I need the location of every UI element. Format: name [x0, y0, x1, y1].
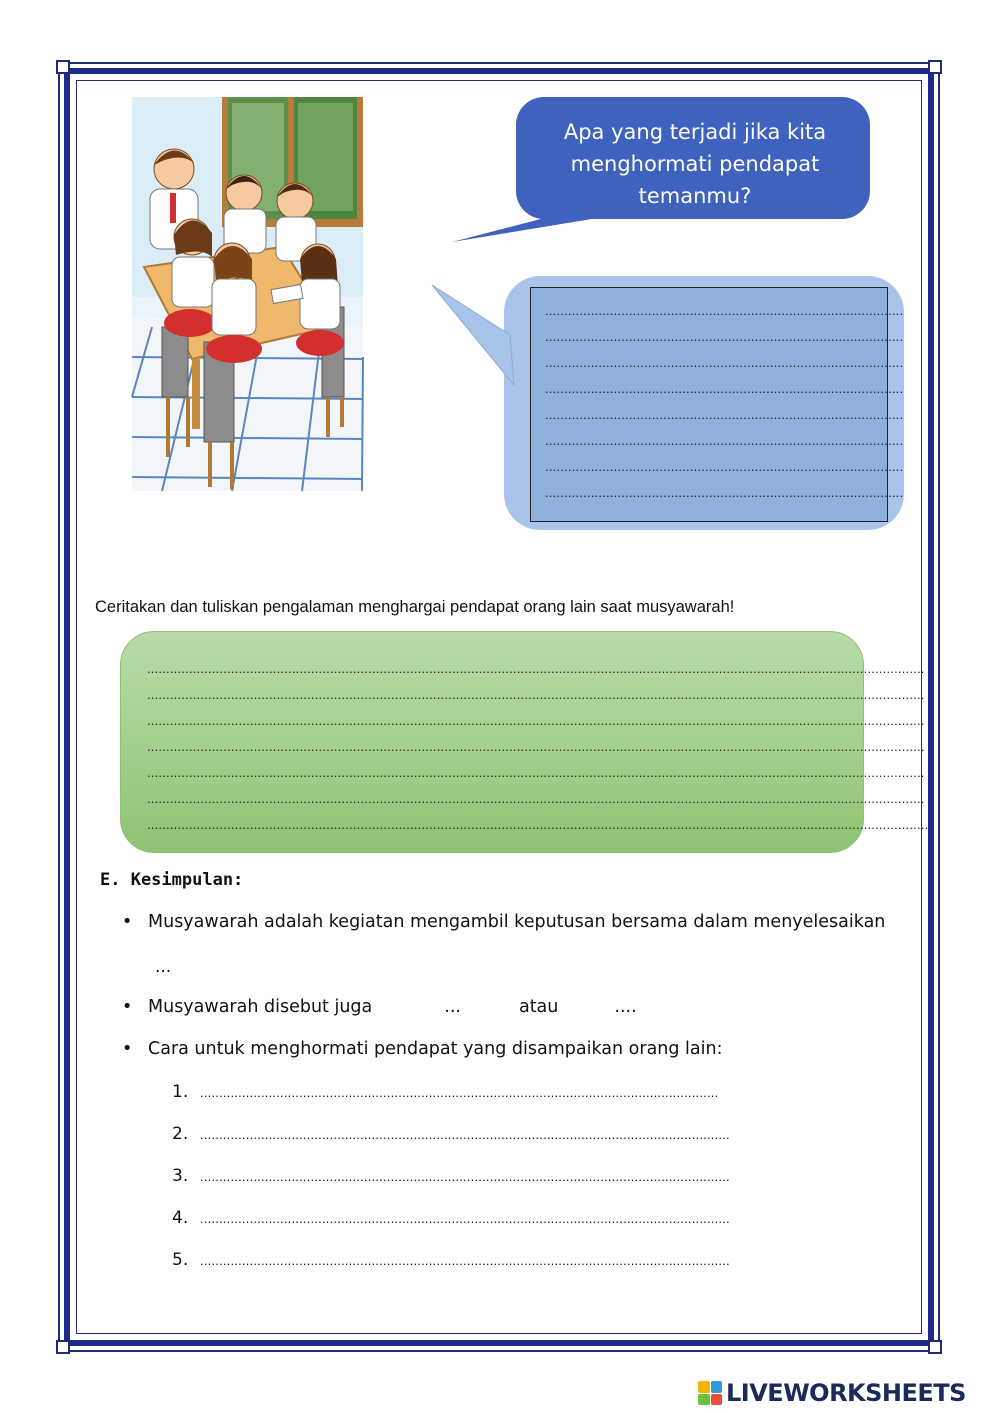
bullet-icon: • — [122, 1039, 133, 1059]
answer-line: .............................................................................................. — [545, 485, 904, 500]
numbered-answer-line[interactable] — [172, 1124, 730, 1144]
writing-line: ............................................................................................................................................................................................................ — [147, 765, 925, 780]
answer-line: .............................................................................................. — [545, 433, 904, 448]
border-corner — [928, 60, 942, 74]
blank-answer[interactable]: ... — [155, 957, 172, 977]
bullet-text: Cara untuk menghormati pendapat yang disampaikan orang lain: — [148, 1039, 723, 1059]
experience-writing-box[interactable] — [120, 631, 929, 853]
answer-line: .............................................................................................. — [545, 329, 904, 344]
bullet-text: Musyawarah adalah kegiatan mengambil keputusan bersama dalam menyelesaikan — [148, 912, 886, 932]
numbered-answer-line[interactable] — [172, 1250, 730, 1270]
border-corner — [928, 1340, 942, 1354]
bullet-item-other-names — [122, 997, 637, 1017]
bullet-icon: • — [122, 912, 133, 932]
question-line: menghormati pendapat — [570, 152, 820, 176]
writing-line: ............................................................................................................................................................................................................ — [147, 687, 925, 702]
question-line: temanmu? — [638, 184, 752, 208]
answer-line: .............................................................................................. — [545, 355, 904, 370]
writing-line: ............................................................................................................................................................................................................ — [147, 791, 925, 806]
question-text — [520, 116, 870, 212]
answer-dots: ........................................................................................................................................ — [200, 1085, 719, 1100]
item-number: 2. — [172, 1124, 189, 1144]
blank-answer[interactable]: ... — [444, 997, 461, 1017]
answer-dots: ........................................................................................................................................... — [200, 1253, 730, 1268]
answer-dots: ........................................................................................................................................... — [200, 1169, 730, 1184]
instruction-text: Ceritakan dan tuliskan pengalaman menghargai pendapat orang lain saat musyawarah! — [95, 598, 735, 616]
answer-dots: ........................................................................................................................................... — [200, 1127, 730, 1142]
writing-line: ............................................................................................................................................................................................................ — [147, 739, 925, 754]
answer-line: .............................................................................................. — [545, 459, 904, 474]
answer-line: .............................................................................................. — [545, 303, 904, 318]
writing-line: ............................................................................................................................................................................................................ — [147, 713, 925, 728]
border-corner — [56, 1340, 70, 1354]
item-number: 1. — [172, 1082, 189, 1102]
border-corner — [56, 60, 70, 74]
answer-writing-box[interactable] — [530, 287, 904, 522]
answer-line: .............................................................................................. — [545, 407, 904, 422]
bullet-text: atau — [518, 997, 559, 1017]
bullet-icon: • — [122, 997, 133, 1017]
writing-line: ............................................................................................................................................................................................................ — [147, 661, 925, 676]
bullet-item-respect-ways — [122, 1039, 723, 1059]
brand-name: LIVEWORKSHEETS — [726, 1379, 966, 1407]
liveworksheets-brand[interactable] — [698, 1378, 966, 1408]
bullet-item-definition — [122, 912, 885, 932]
numbered-answer-line[interactable] — [172, 1082, 718, 1102]
bullet-text: Musyawarah disebut juga — [148, 997, 373, 1017]
item-number: 4. — [172, 1208, 189, 1228]
answer-dots: ........................................................................................................................................... — [200, 1211, 730, 1226]
writing-line: ............................................................................................................................................................................................................. — [147, 817, 929, 832]
question-line: Apa yang terjadi jika kita — [563, 120, 827, 144]
numbered-answer-line[interactable] — [172, 1208, 730, 1228]
liveworksheets-logo-icon — [698, 1381, 722, 1405]
item-number: 5. — [172, 1250, 189, 1270]
numbered-answer-line[interactable] — [172, 1166, 730, 1186]
answer-line: .............................................................................................. — [545, 381, 904, 396]
item-number: 3. — [172, 1166, 189, 1186]
blank-answer[interactable]: .... — [614, 997, 637, 1017]
section-title-conclusion: E. Kesimpulan: — [100, 870, 244, 890]
classroom-discussion-illustration — [132, 97, 363, 491]
